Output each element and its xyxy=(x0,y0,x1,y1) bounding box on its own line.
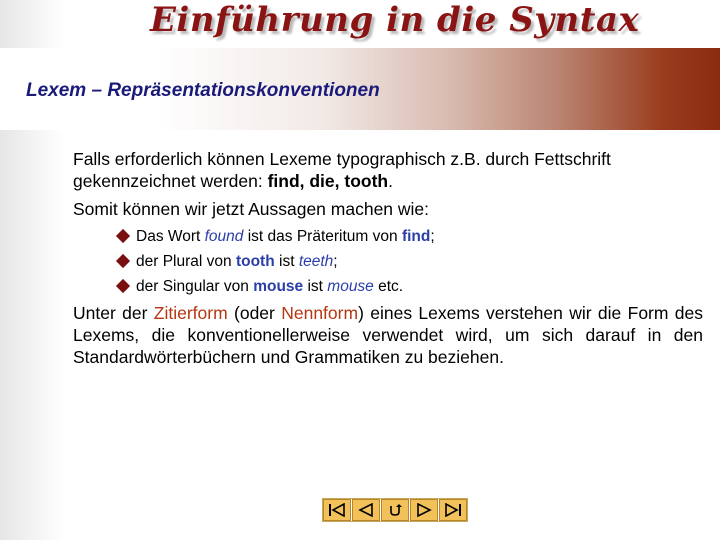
period: . xyxy=(388,171,393,191)
diamond-bullet-icon xyxy=(116,279,130,293)
last-icon xyxy=(444,503,462,517)
bullet-text: etc. xyxy=(373,278,404,295)
word-form: found xyxy=(204,228,244,245)
return-icon xyxy=(386,503,404,517)
lexeme: mouse xyxy=(253,278,304,295)
paragraph-3-text: Unter der xyxy=(73,303,154,323)
first-icon xyxy=(328,503,346,517)
bullet-text: ; xyxy=(333,253,338,270)
presentation-title: Einführung in die Syntax xyxy=(150,0,640,40)
next-icon xyxy=(415,503,433,517)
bullet-text: ist xyxy=(303,278,328,295)
paragraph-2: Somit können wir jetzt Aussagen machen wie: xyxy=(73,199,430,219)
list-item xyxy=(118,251,678,276)
last-slide-button[interactable] xyxy=(439,499,467,521)
next-slide-button[interactable] xyxy=(410,499,438,521)
diamond-bullet-icon xyxy=(116,229,130,243)
bullet-list xyxy=(118,226,678,301)
term-nennform: Nennform xyxy=(281,303,359,323)
paragraph-3-text: ) eines Lexems verstehen wir die Form des Lexems, die konventionellerweise verwendet wird, um sich darauf in den Standardwörterbüchern und Grammatiken zu beziehen. xyxy=(73,303,704,367)
lexeme: find xyxy=(401,228,431,245)
bullet-text: der Singular von xyxy=(136,278,254,295)
paragraph-3-text: (oder xyxy=(227,303,282,323)
word-form: mouse xyxy=(327,278,374,295)
bullet-text: der Plural von xyxy=(136,253,236,270)
word-form: teeth xyxy=(298,253,334,270)
previous-slide-button[interactable] xyxy=(352,499,380,521)
bold-examples: find, die, tooth xyxy=(267,171,389,191)
list-item xyxy=(118,276,678,301)
bullet-text: ; xyxy=(430,228,435,245)
lexeme: tooth xyxy=(235,253,275,270)
bullet-text: ist das Präteritum von xyxy=(243,228,402,245)
paragraph-1-line-2: gekennzeichnet werden: xyxy=(73,171,268,191)
term-zitierform: Zitierform xyxy=(153,303,228,323)
bullet-text: ist xyxy=(274,253,299,270)
list-item xyxy=(118,226,678,251)
paragraph-1 xyxy=(73,148,703,192)
paragraph-1-line-1: Falls erforderlich können Lexeme typographisch z.B. durch Fettschrift xyxy=(73,149,611,169)
return-button[interactable] xyxy=(381,499,409,521)
first-slide-button[interactable] xyxy=(323,499,351,521)
paragraph-3 xyxy=(73,302,703,368)
previous-icon xyxy=(357,503,375,517)
diamond-bullet-icon xyxy=(116,254,130,268)
bullet-text: Das Wort xyxy=(136,228,205,245)
slide-title: Lexem – Repräsentationskonventionen xyxy=(26,80,380,101)
navigation-bar xyxy=(322,498,468,522)
